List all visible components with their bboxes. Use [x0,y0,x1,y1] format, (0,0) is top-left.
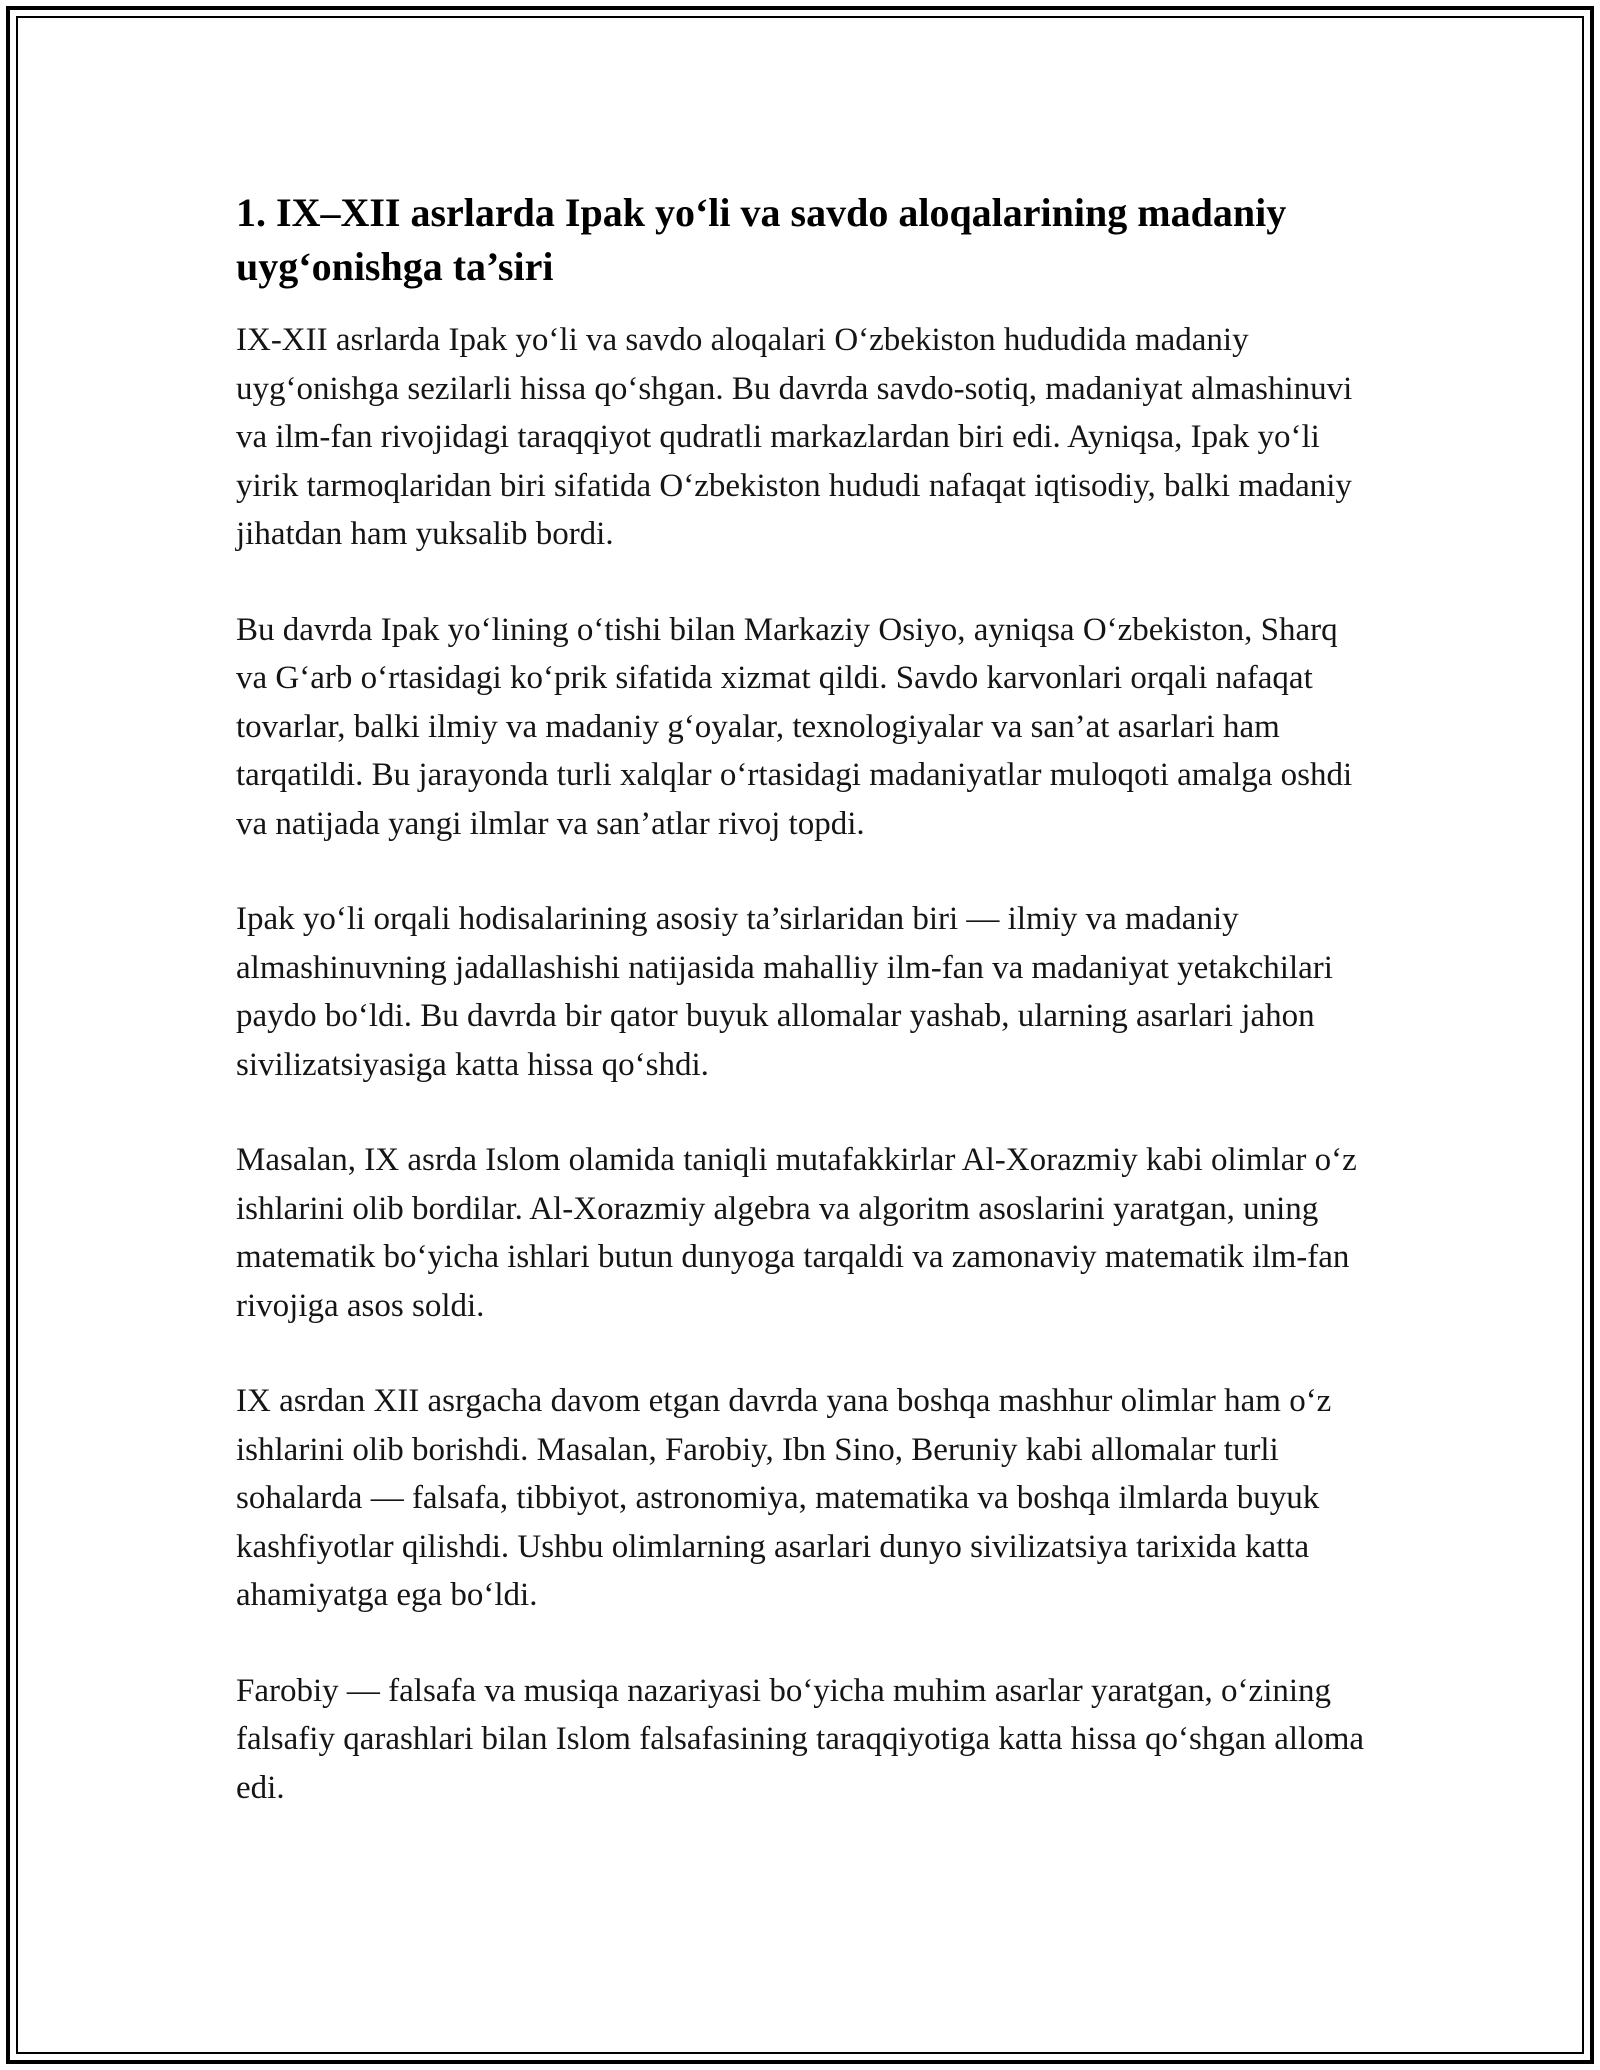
paragraph-5: IX asrdan XII asrgacha davom etgan davrda yana boshqa mashhur olimlar ham o‘z ishlarini olib borishdi. Masalan, Farobiy, Ibn Sino, Beruniy kabi allomalar turli sohalarda — falsafa, tibbiyot, astronomiya, matematika va boshqa ilmlarda buyuk kashfiyotlar qilishdi. Ushbu olimlarning asarlari dunyo sivilizatsiya tarixida katta ahamiyatga ega bo‘ldi. [236,1383,1332,1613]
paragraph-2: Bu davrda Ipak yo‘lining o‘tishi bilan Markaziy Osiyo, ayniqsa O‘zbekiston, Sharq va G‘arb o‘rtasidagi ko‘prik sifatida xizmat qildi. Savdo karvonlari orqali nafaqat tovarlar, balki ilmiy va madaniy g‘oyalar, texnologiyalar va san’at asarlari ham tarqatildi. Bu jarayonda turli xalqlar o‘rtasidagi madaniyatlar muloqoti amalga oshdi va natijada yangi ilmlar va san’atlar rivoj topdi. [236,611,1353,842]
document-body [236,186,1376,1859]
paragraph-3: Ipak yo‘li orqali hodisalarining asosiy ta’sirlaridan biri — ilmiy va madaniy almashinuvning jadallashishi natijasida mahalliy ilm-fan va madaniyat yetakchilari paydo bo‘ldi. Bu davrda bir qator buyuk allomalar yashab, ularning asarlari jahon sivilizatsiyasiga katta hissa qo‘shdi. [236,901,1333,1083]
section-heading: 1. IX–XII asrlarda Ipak yo‘li va savdo aloqalarining madaniy uyg‘onishga ta’siri [236,190,1287,289]
paragraph-1: IX-XII asrlarda Ipak yo‘li va savdo aloqalari O‘zbekiston hududida madaniy uyg‘onishga sezilarli hissa qo‘shgan. Bu davrda savdo-sotiq, madaniyat almashinuvi va ilm-fan rivojidagi taraqqiyot qudratli markazlardan biri edi. Ayniqsa, Ipak yo‘li yirik tarmoqlaridan biri sifatida O‘zbekiston hududi nafaqat iqtisodiy, balki madaniy jihatdan ham yuksalib bordi. [236,322,1353,552]
paragraph-6: Farobiy — falsafa va musiqa nazariyasi bo‘yicha muhim asarlar yaratgan, o‘zining falsafiy qarashlari bilan Islom falsafasining taraqqiyotiga katta hissa qo‘shgan alloma edi. [236,1672,1365,1806]
paragraph-4: Masalan, IX asrda Islom olamida taniqli mutafakkirlar Al-Xorazmiy kabi olimlar o‘z ishlarini olib bordilar. Al-Xorazmiy algebra va algoritm asoslarini yaratgan, uning matematik bo‘yicha ishlari butun dunyoga tarqaldi va zamonaviy matematik ilm-fan rivojiga asos soldi. [236,1142,1357,1324]
